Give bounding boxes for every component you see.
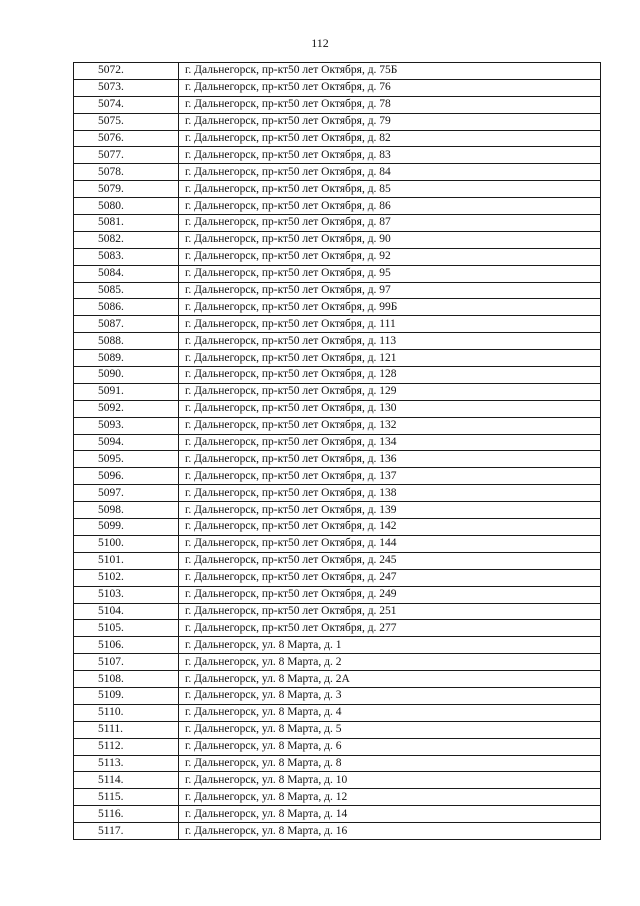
table-row [74, 265, 601, 282]
address-table [73, 62, 601, 840]
row-number-cell: 5105. [74, 620, 179, 637]
row-number-cell: 5106. [74, 637, 179, 654]
row-number-cell: 5088. [74, 333, 179, 350]
address-cell: г. Дальнегорск, пр-кт50 лет Октября, д. 121 [179, 350, 601, 367]
address-cell: г. Дальнегорск, пр-кт50 лет Октября, д. 75Б [179, 63, 601, 80]
row-number-cell: 5096. [74, 468, 179, 485]
row-number-cell: 5083. [74, 248, 179, 265]
row-number-cell: 5114. [74, 772, 179, 789]
row-number-cell: 5097. [74, 485, 179, 502]
row-number-cell: 5084. [74, 265, 179, 282]
address-cell: г. Дальнегорск, пр-кт50 лет Октября, д. 277 [179, 620, 601, 637]
address-cell: г. Дальнегорск, пр-кт50 лет Октября, д. 99Б [179, 299, 601, 316]
address-cell: г. Дальнегорск, пр-кт50 лет Октября, д. 138 [179, 485, 601, 502]
row-number-cell: 5113. [74, 755, 179, 772]
table-row [74, 535, 601, 552]
address-cell: г. Дальнегорск, пр-кт50 лет Октября, д. 113 [179, 333, 601, 350]
address-cell: г. Дальнегорск, пр-кт50 лет Октября, д. 95 [179, 265, 601, 282]
row-number-cell: 5110. [74, 704, 179, 721]
address-cell: г. Дальнегорск, ул. 8 Марта, д. 8 [179, 755, 601, 772]
table-row [74, 79, 601, 96]
row-number-cell: 5115. [74, 789, 179, 806]
address-cell: г. Дальнегорск, пр-кт50 лет Октября, д. 82 [179, 130, 601, 147]
address-cell: г. Дальнегорск, ул. 8 Марта, д. 12 [179, 789, 601, 806]
address-cell: г. Дальнегорск, ул. 8 Марта, д. 6 [179, 738, 601, 755]
row-number-cell: 5092. [74, 400, 179, 417]
table-row [74, 603, 601, 620]
address-cell: г. Дальнегорск, пр-кт50 лет Октября, д. 251 [179, 603, 601, 620]
address-cell: г. Дальнегорск, ул. 8 Марта, д. 4 [179, 704, 601, 721]
table-row [74, 789, 601, 806]
table-row [74, 147, 601, 164]
table-row [74, 620, 601, 637]
table-row [74, 552, 601, 569]
row-number-cell: 5086. [74, 299, 179, 316]
row-number-cell: 5107. [74, 654, 179, 671]
table-row [74, 468, 601, 485]
row-number-cell: 5100. [74, 535, 179, 552]
address-cell: г. Дальнегорск, пр-кт50 лет Октября, д. 85 [179, 181, 601, 198]
row-number-cell: 5072. [74, 63, 179, 80]
row-number-cell: 5080. [74, 198, 179, 215]
table-row [74, 502, 601, 519]
table-row [74, 485, 601, 502]
table-row [74, 519, 601, 536]
row-number-cell: 5076. [74, 130, 179, 147]
address-cell: г. Дальнегорск, пр-кт50 лет Октября, д. 128 [179, 367, 601, 384]
address-cell: г. Дальнегорск, пр-кт50 лет Октября, д. 130 [179, 400, 601, 417]
row-number-cell: 5078. [74, 164, 179, 181]
address-cell: г. Дальнегорск, пр-кт50 лет Октября, д. 83 [179, 147, 601, 164]
address-cell: г. Дальнегорск, пр-кт50 лет Октября, д. 129 [179, 383, 601, 400]
row-number-cell: 5089. [74, 350, 179, 367]
table-row [74, 113, 601, 130]
address-cell: г. Дальнегорск, пр-кт50 лет Октября, д. 87 [179, 215, 601, 232]
table-row [74, 738, 601, 755]
address-cell: г. Дальнегорск, ул. 8 Марта, д. 16 [179, 823, 601, 840]
row-number-cell: 5075. [74, 113, 179, 130]
table-row [74, 806, 601, 823]
address-cell: г. Дальнегорск, пр-кт50 лет Октября, д. 111 [179, 316, 601, 333]
address-cell: г. Дальнегорск, ул. 8 Марта, д. 10 [179, 772, 601, 789]
table-row [74, 231, 601, 248]
table-row [74, 671, 601, 688]
row-number-cell: 5094. [74, 434, 179, 451]
row-number-cell: 5074. [74, 96, 179, 113]
row-number-cell: 5079. [74, 181, 179, 198]
row-number-cell: 5108. [74, 671, 179, 688]
address-cell: г. Дальнегорск, пр-кт50 лет Октября, д. 84 [179, 164, 601, 181]
row-number-cell: 5093. [74, 417, 179, 434]
row-number-cell: 5098. [74, 502, 179, 519]
table-row [74, 755, 601, 772]
row-number-cell: 5117. [74, 823, 179, 840]
address-cell: г. Дальнегорск, пр-кт50 лет Октября, д. 92 [179, 248, 601, 265]
address-cell: г. Дальнегорск, пр-кт50 лет Октября, д. 142 [179, 519, 601, 536]
table-row [74, 823, 601, 840]
address-cell: г. Дальнегорск, пр-кт50 лет Октября, д. 79 [179, 113, 601, 130]
table-row [74, 687, 601, 704]
table-row [74, 96, 601, 113]
address-cell: г. Дальнегорск, пр-кт50 лет Октября, д. 97 [179, 282, 601, 299]
row-number-cell: 5081. [74, 215, 179, 232]
table-row [74, 451, 601, 468]
address-cell: г. Дальнегорск, ул. 8 Марта, д. 5 [179, 721, 601, 738]
table-row [74, 569, 601, 586]
address-cell: г. Дальнегорск, ул. 8 Марта, д. 1 [179, 637, 601, 654]
table-row [74, 299, 601, 316]
address-cell: г. Дальнегорск, ул. 8 Марта, д. 14 [179, 806, 601, 823]
table-row [74, 637, 601, 654]
row-number-cell: 5102. [74, 569, 179, 586]
address-cell: г. Дальнегорск, пр-кт50 лет Октября, д. 144 [179, 535, 601, 552]
table-row [74, 400, 601, 417]
table-row [74, 181, 601, 198]
table-row [74, 198, 601, 215]
address-cell: г. Дальнегорск, пр-кт50 лет Октября, д. 134 [179, 434, 601, 451]
row-number-cell: 5095. [74, 451, 179, 468]
table-row [74, 316, 601, 333]
table-row [74, 434, 601, 451]
table-row [74, 350, 601, 367]
row-number-cell: 5099. [74, 519, 179, 536]
table-row [74, 248, 601, 265]
address-cell: г. Дальнегорск, пр-кт50 лет Октября, д. 76 [179, 79, 601, 96]
address-cell: г. Дальнегорск, пр-кт50 лет Октября, д. 136 [179, 451, 601, 468]
address-cell: г. Дальнегорск, пр-кт50 лет Октября, д. 132 [179, 417, 601, 434]
table-row [74, 164, 601, 181]
page-number: 112 [311, 36, 329, 50]
address-cell: г. Дальнегорск, пр-кт50 лет Октября, д. 137 [179, 468, 601, 485]
table-row [74, 367, 601, 384]
table-row [74, 772, 601, 789]
row-number-cell: 5104. [74, 603, 179, 620]
row-number-cell: 5111. [74, 721, 179, 738]
address-cell: г. Дальнегорск, ул. 8 Марта, д. 2А [179, 671, 601, 688]
table-row [74, 333, 601, 350]
table-row [74, 215, 601, 232]
table-row [74, 383, 601, 400]
address-cell: г. Дальнегорск, пр-кт50 лет Октября, д. 86 [179, 198, 601, 215]
address-cell: г. Дальнегорск, пр-кт50 лет Октября, д. 90 [179, 231, 601, 248]
address-cell: г. Дальнегорск, пр-кт50 лет Октября, д. 245 [179, 552, 601, 569]
table-row [74, 282, 601, 299]
table-row [74, 704, 601, 721]
address-cell: г. Дальнегорск, ул. 8 Марта, д. 3 [179, 687, 601, 704]
table-row [74, 721, 601, 738]
table-row [74, 417, 601, 434]
address-cell: г. Дальнегорск, пр-кт50 лет Октября, д. 247 [179, 569, 601, 586]
address-cell: г. Дальнегорск, пр-кт50 лет Октября, д. 139 [179, 502, 601, 519]
row-number-cell: 5082. [74, 231, 179, 248]
table-row [74, 130, 601, 147]
address-cell: г. Дальнегорск, ул. 8 Марта, д. 2 [179, 654, 601, 671]
row-number-cell: 5116. [74, 806, 179, 823]
address-cell: г. Дальнегорск, пр-кт50 лет Октября, д. 249 [179, 586, 601, 603]
row-number-cell: 5112. [74, 738, 179, 755]
address-cell: г. Дальнегорск, пр-кт50 лет Октября, д. 78 [179, 96, 601, 113]
table-row [74, 586, 601, 603]
row-number-cell: 5085. [74, 282, 179, 299]
table-row [74, 63, 601, 80]
address-table-body [74, 63, 601, 840]
row-number-cell: 5087. [74, 316, 179, 333]
row-number-cell: 5077. [74, 147, 179, 164]
row-number-cell: 5103. [74, 586, 179, 603]
row-number-cell: 5073. [74, 79, 179, 96]
row-number-cell: 5090. [74, 367, 179, 384]
row-number-cell: 5109. [74, 687, 179, 704]
table-row [74, 654, 601, 671]
row-number-cell: 5091. [74, 383, 179, 400]
row-number-cell: 5101. [74, 552, 179, 569]
